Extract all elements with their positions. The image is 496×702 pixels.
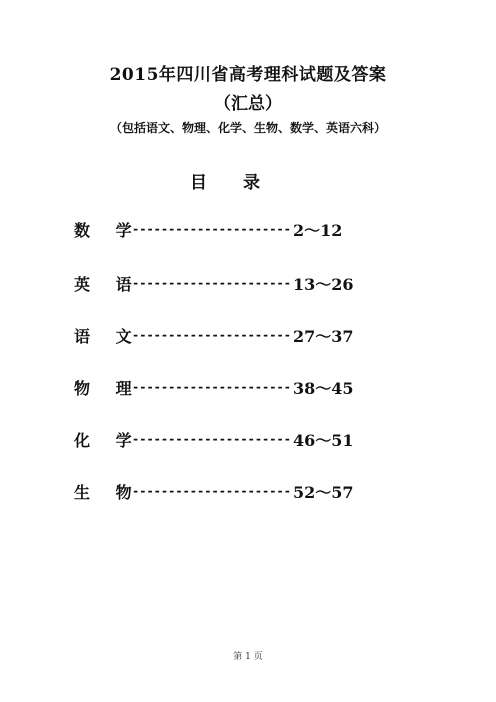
toc-entry-chinese[interactable] [74, 320, 354, 350]
toc-entry-english[interactable] [74, 268, 354, 298]
toc-entry-label: 数 学 [74, 220, 142, 240]
toc-entry-leader: ---------------------- [132, 328, 291, 342]
toc-entry-pages: 52～57 [292, 482, 354, 502]
toc-entry-pages: 27～37 [292, 326, 354, 346]
toc-entry-biology[interactable] [74, 476, 354, 506]
toc-entry-leader: ---------------------- [132, 222, 291, 236]
toc-entry-label: 英 语 [74, 274, 142, 294]
toc-entry-label: 化 学 [74, 430, 142, 450]
document-title: 2015年四川省高考理科试题及答案 [109, 65, 387, 85]
toc-heading [190, 168, 260, 193]
toc-entry-leader: ---------------------- [132, 380, 291, 394]
toc-entry-pages: 13～26 [292, 274, 354, 294]
toc-heading-right: 录 [243, 173, 260, 193]
toc-entry-leader: ---------------------- [132, 484, 291, 498]
toc-entry-physics[interactable] [74, 372, 354, 402]
document-subtitle: （汇总） [214, 94, 282, 114]
toc-entry-pages: 38～45 [292, 378, 354, 398]
toc-entry-leader: ---------------------- [132, 432, 291, 446]
toc-entry-pages: 2～12 [292, 220, 343, 240]
toc-entry-label: 生 物 [74, 482, 142, 502]
toc-entry-pages: 46～51 [292, 430, 354, 450]
toc-entry-label: 语 文 [74, 326, 142, 346]
toc-entry-math[interactable] [74, 214, 342, 244]
toc-entry-leader: ---------------------- [132, 276, 291, 290]
toc-entry-label: 物 理 [74, 378, 142, 398]
toc-heading-left: 目 [190, 173, 207, 193]
page-number: 第 1 页 [233, 652, 263, 662]
subjects-scope: （包括语文、物理、化学、生物、数学、英语六科） [109, 121, 386, 135]
toc-entry-chemistry[interactable] [74, 424, 354, 454]
